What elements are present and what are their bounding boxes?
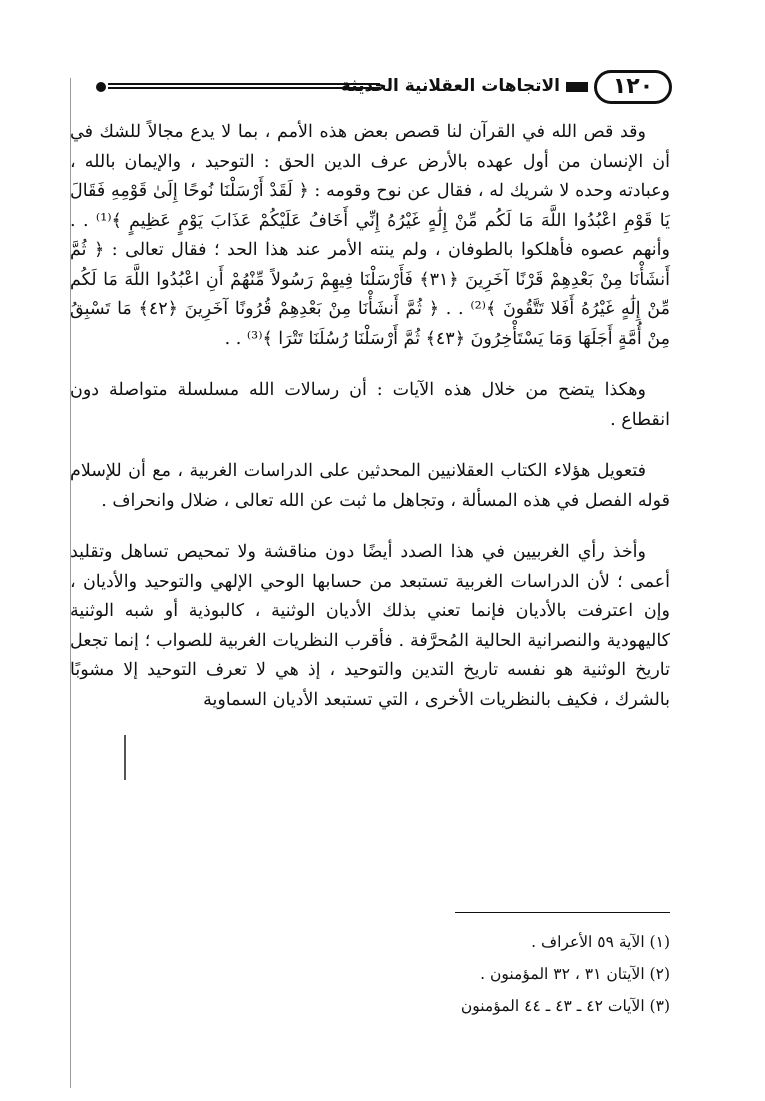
header-dot: [96, 82, 106, 92]
header-rule-block: [566, 82, 588, 92]
footnotes: [300, 926, 670, 1022]
paragraph-2: وهكذا يتضح من خلال هذه الآيات : أن رسالات الله مسلسلة متواصلة دون انقطاع .: [70, 380, 670, 430]
paragraph-3: فتعويل هؤلاء الكتاب العقلانيين المحدثين على الدراسات الغربية ، مع أن للإسلام قوله الفصل في هذه المسألة ، وتجاهل ما ثبت عن الله تعالى ، ضلال وانحراف .: [70, 461, 670, 511]
page-header: [74, 70, 672, 110]
footnote-separator: [455, 912, 670, 913]
margin-mark: [124, 735, 126, 780]
page-number: ١٢٠: [594, 70, 672, 104]
header-double-rule: [108, 83, 380, 89]
paragraph-1: وقد قص الله في القرآن لنا قصص بعض هذه الأمم ، بما لا يدع مجالاً للشك في أن الإنسان من أول عهده بالأرض عرف الدين الحق : التوحيد ، والإيمان بالله ، وعبادته وحده لا شريك له ، فقال عن نوح وقومه : ﴿ لَقَدْ أَرْسَلْنَا نُوحًا إِلَىٰ قَوْمِهِ فَقَالَ يَا قَوْمِ اعْبُدُوا اللَّهَ مَا لَكُم مِّنْ إِلَٰهٍ غَيْرُهُ إِنِّي أَخَافُ عَلَيْكُمْ عَذَابَ يَوْمٍ عَظِيمٍ ﴾⁽¹⁾ . . وأنهم عصوه فأهلكوا بالطوفان ، ولم ينته الأمر عند هذا الحد ؛ فقال تعالى : ﴿ ثُمَّ أَنشَأْنَا مِنْ بَعْدِهِمْ قَرْنًا آخَرِينَ ﴿٣١﴾ فَأَرْسَلْنَا فِيهِمْ رَسُولاً مِّنْهُمْ أَنِ اعْبُدُوا اللَّهَ مَا لَكُم مِّنْ إِلَٰهٍ غَيْرُهُ أَفَلا تَتَّقُونَ ﴾⁽²⁾ . . ﴿ ثُمَّ أَنشَأْنَا مِنْ بَعْدِهِمْ قُرُونًا آخَرِينَ ﴿٤٢﴾ مَا تَسْبِقُ مِنْ أُمَّةٍ أَجَلَهَا وَمَا يَسْتَأْخِرُونَ ﴿٤٣﴾ ثُمَّ أَرْسَلْنَا رُسُلَنَا تَتْرَا ﴾⁽³⁾ . .: [70, 122, 671, 349]
running-title: الاتجاهات العقلانية الحديثة: [340, 76, 560, 96]
main-text: [70, 118, 670, 715]
footnote-2: (٢) الآيتان ٣١ ، ٣٢ المؤمنون .: [480, 965, 670, 983]
footnote-3: (٣) الآيات ٤٢ ـ ٤٣ ـ ٤٤ المؤمنون: [460, 997, 670, 1015]
paragraph-4: وأخذ رأي الغربيين في هذا الصدد أيضًا دون مناقشة ولا تمحيص تساهل وتقليد أعمى ؛ لأن الدراسات الغربية تستبعد من حسابها الوحي الإلهي والتوحيد والأديان ، وإن اعترفت بالأديان فإنما تعني بذلك الأديان الوثنية ، كالبوذية أو شبه الوثنية كاليهودية والنصرانية الحالية المُحرَّفة . فأقرب النظريات الغربية للصواب ؛ إنما تجعل تاريخ الوثنية هو نفسه تاريخ التدين والتوحيد ، إذ هي لا تعرف التوحيد إلا مشوبًا بالشرك ، فكيف بالنظريات الأخرى ، التي تستبعد الأديان السماوية: [70, 542, 670, 710]
footnote-1: (١) الآية ٥٩ الأعراف .: [531, 933, 670, 951]
